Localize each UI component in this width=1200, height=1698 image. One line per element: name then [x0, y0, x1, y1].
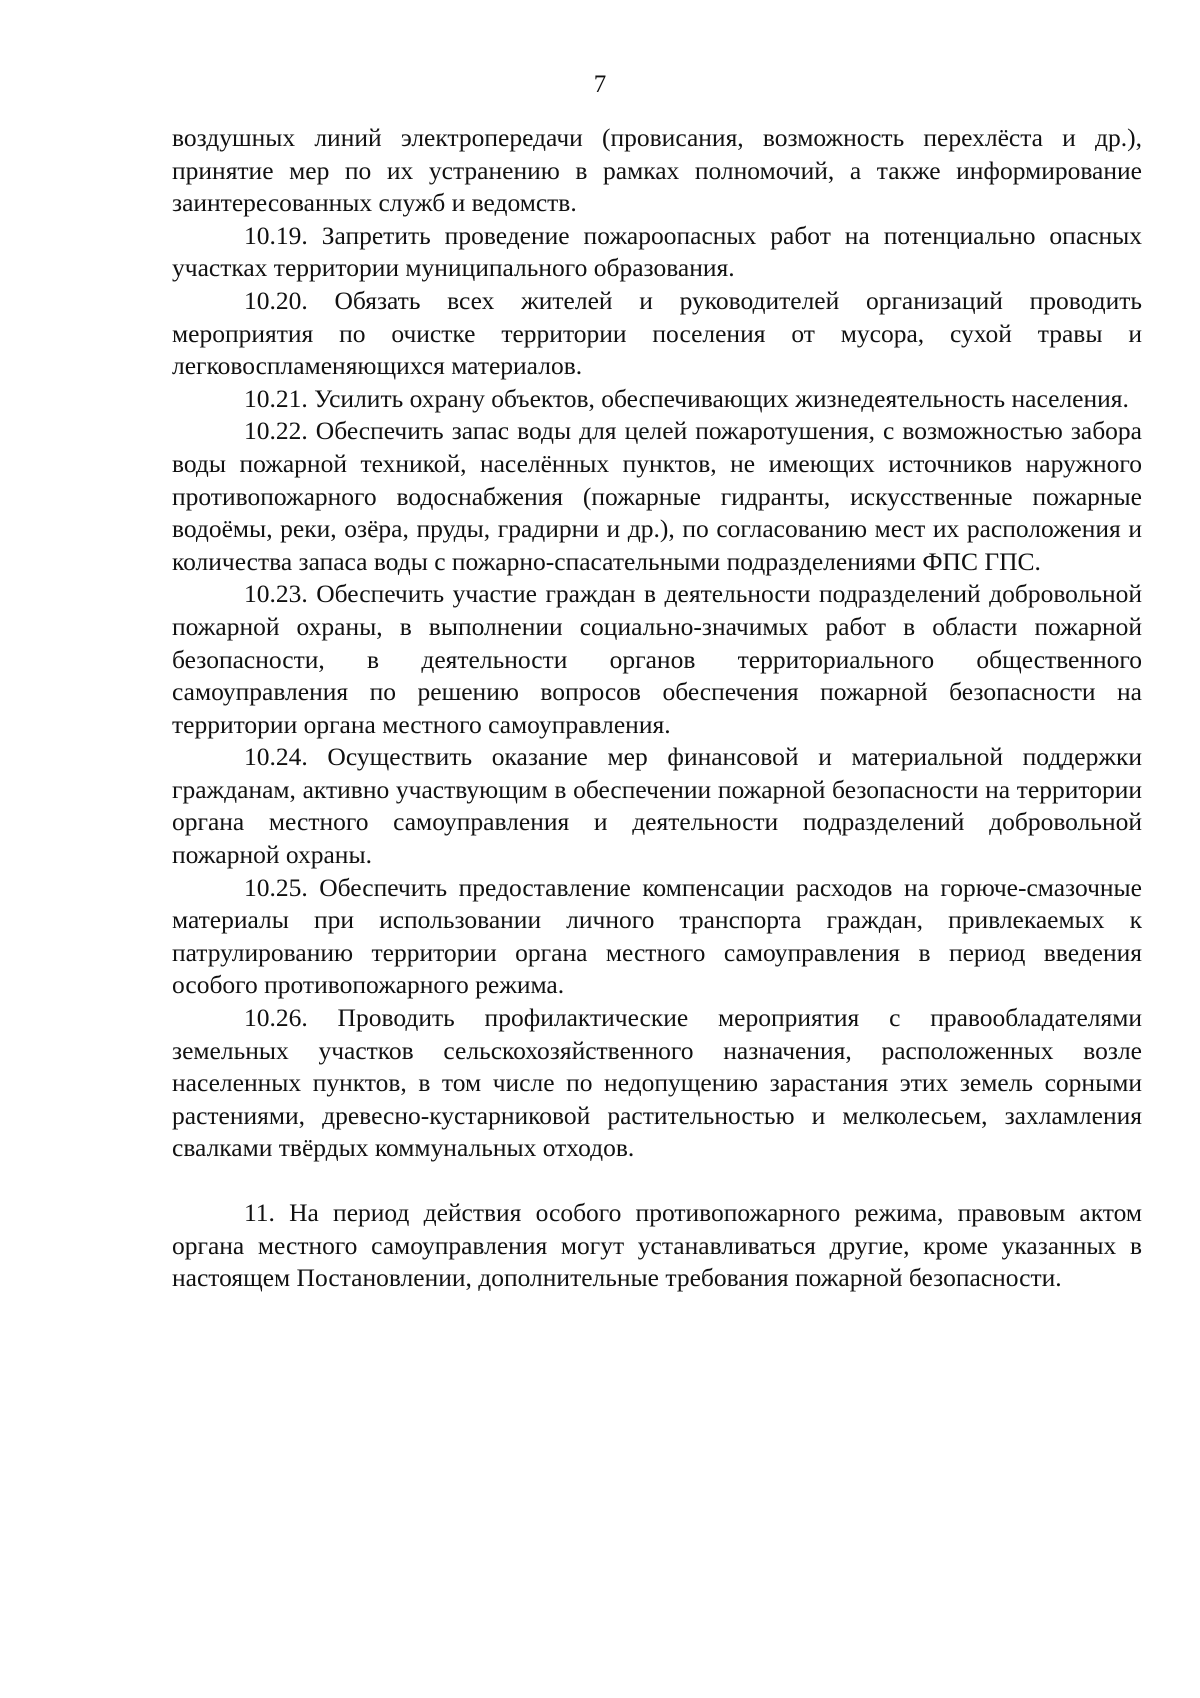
paragraph-continuation: воздушных линий электропередачи (провисания, возможность перехлёста и др.), принятие мер по их устранению в рамках полномочий, а также информирование заинтересованных служб и ведомств.: [172, 123, 1142, 218]
paragraph-10-19: 10.19. Запретить проведение пожароопасных работ на потенциально опасных участках территории муниципального образования.: [172, 220, 1142, 283]
document-body: [172, 122, 1142, 1295]
paragraph-10-21: 10.21. Усилить охрану объектов, обеспечивающих жизнедеятельность населения.: [244, 383, 1129, 413]
paragraph-10-20: 10.20. Обязать всех жителей и руководителей организаций проводить мероприятия по очистке территории поселения от мусора, сухой травы и легковоспламеняющихся материалов.: [172, 285, 1142, 381]
paragraph-10-23: 10.23. Обеспечить участие граждан в деятельности подразделений добровольной пожарной охраны, в выполнении социально-значимых работ в области пожарной безопасности, в деятельности органов территориального общественного самоуправления по решению вопросов обеспечения пожарной безопасности на территории органа местного самоуправления.: [172, 579, 1142, 739]
paragraph-spacer: [172, 1165, 1142, 1197]
paragraph-11: 11. На период действия особого противопожарного режима, правовым актом органа местного самоуправления могут устанавливаться другие, кроме указанных в настоящем Постановлении, дополнительные требования пожарной безопасности.: [172, 1198, 1142, 1293]
paragraph-10-22: 10.22. Обеспечить запас воды для целей пожаротушения, с возможностью забора воды пожарной техникой, населённых пунктов, не имеющих источников наружного противопожарного водоснабжения (пожарные гидранты, искусственные пожарные водоёмы, реки, озёра, пруды, градирни и др.), по согласованию мест их расположения и количества запаса воды с пожарно-спасательными подразделениями ФПС ГПС.: [172, 416, 1142, 576]
page-number: 7: [593, 71, 607, 98]
paragraph-10-25: 10.25. Обеспечить предоставление компенсации расходов на горюче-смазочные материалы при использовании личного транспорта граждан, привлекаемых к патрулированию территории органа местного самоуправления в период введения особого противопожарного режима.: [172, 872, 1142, 1000]
paragraph-10-26: 10.26. Проводить профилактические мероприятия с правообладателями земельных участков сельскохозяйственного назначения, расположенных возле населенных пунктов, в том числе по недопущению зарастания этих земель сорными растениями, древесно-кустарниковой растительностью и мелколесьем, захламления свалками твёрдых коммунальных отходов.: [172, 1003, 1142, 1163]
paragraph-10-24: 10.24. Осуществить оказание мер финансовой и материальной поддержки гражданам, активно участвующим в обеспечении пожарной безопасности на территории органа местного самоуправления и деятельности подразделений добровольной пожарной охраны.: [172, 742, 1142, 870]
